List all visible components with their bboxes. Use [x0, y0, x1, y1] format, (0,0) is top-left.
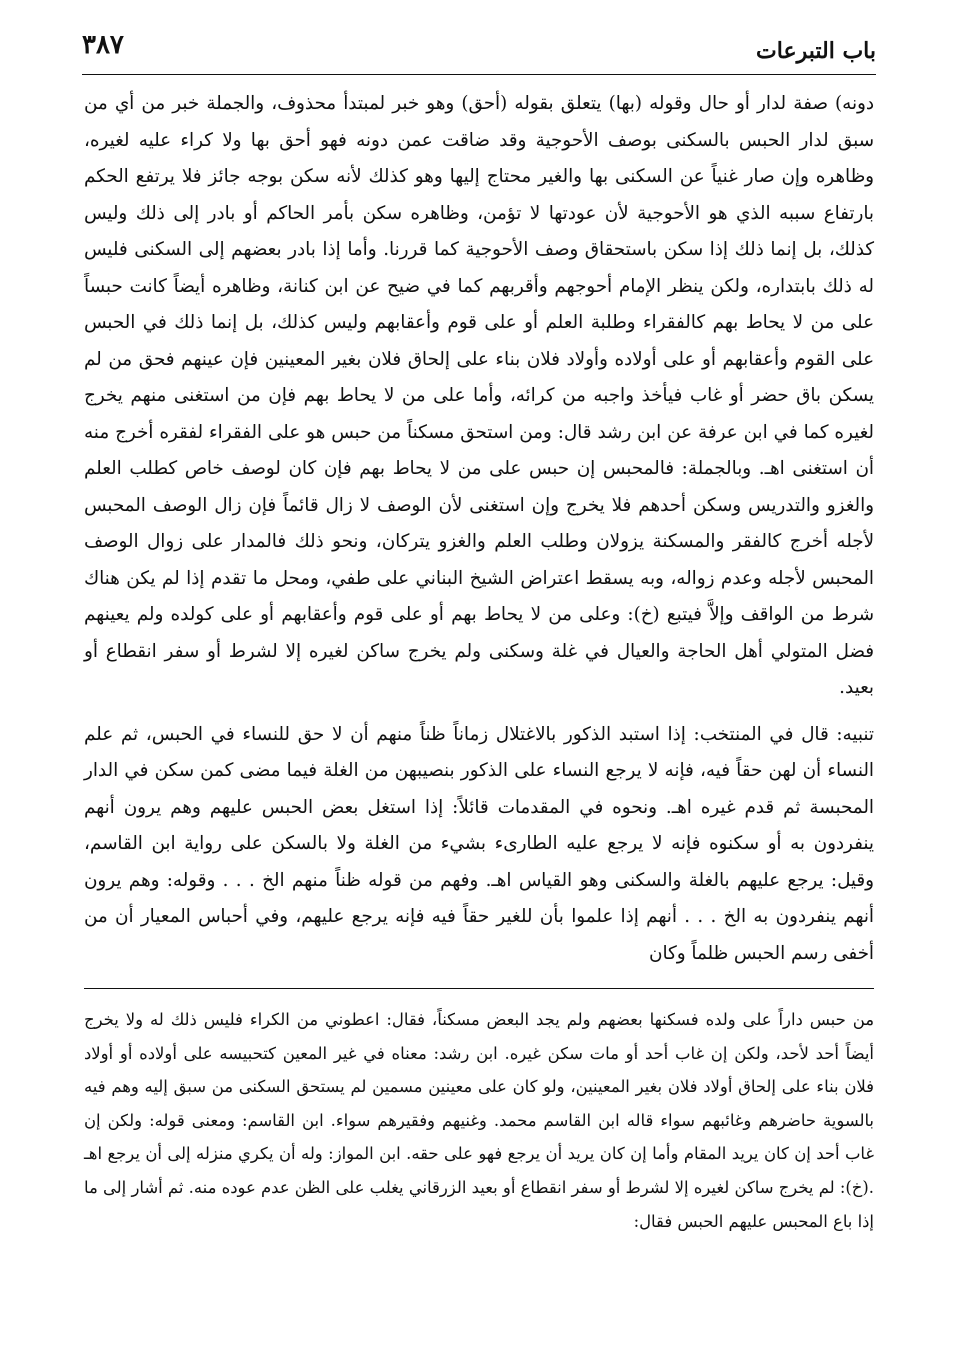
footnote-text: من حبس داراً على ولده فسكنها بعضهم ولم يجد البعض مسكناً، فقال: اعطوني من الكراء فليس ذلك له ولا يخرج أيضاً أحد لأحد، ولكن إن غاب أحد أو مات سكن غيره. ابن رشد: معناه في غير المعين كتحبيسه على أولاده أو أولاد فلان بناء على إلحاق أولاد فلان بغير المعينين، ولو كان على معينين مسمين لم يستحق السكنى من سبق إليه وهم فيه بالسوية حاضرهم وغائبهم سواء قاله ابن القاسم محمد. وغنيهم وفقيرهم سواء. ابن القاسم: ومعنى قوله: ولكن إن غاب أحد إن كان يريد المقام وأما إن كان يريد أن يرجع فهو على حقه. ابن المواز: وله أن يكري منزله إلى أن يرجع اهـ .(خ): لم يخرج ساكن لغيره إلا لشرط أو سفر انقطاع أو بعيد الزرقاني يغلب على الظن عدم عوده منه. ثم أشار إلى ما إذا باع المحبس عليهم الحبس فقال: [84, 1010, 874, 1231]
footnotes [84, 1003, 874, 1238]
body-paragraph-1: دونه) صفة لدار أو حال وقوله (بها) يتعلق بقوله (أحق) وهو خبر لمبتدأ محذوف، والجملة خبر من أي من سبق لدار الحبس بالسكنى بوصف الأحوجية وقد ضاقت عمن دونه فهو أحق بها ولا كراء عليه لغيره، وظاهره وإن صار غنياً عن السكنى بها والغير محتاج إليها وهو كذلك لأنه سكن بوجه جائز فلا يرتفع الحكم بارتفاع سببه الذي هو الأحوجية لأن عودتها لا تؤمن، وظاهره سكن بأمر الحاكم أو بادر إلى ذلك وليس كذلك، بل إنما ذلك إذا سكن باستحقاق وصف الأحوجية كما قررنا. وأما إذا بادر بعضهم إلى السكنى فليس له ذلك بابتداره، ولكن ينظر الإمام أحوجهم وأقربهم كما في ضيح عن ابن كنانة، وظاهره أيضاً كانت حبساً على من لا يحاط بهم كالفقراء وطلبة العلم أو على قوم وأعقابهم وليس كذلك، بل إنما ذلك في الحبس على القوم وأعقابهم أو على أولاده وأولاد فلان بناء على إلحاق فلان بغير المعينين فإن عينهم فحق من لم يسكن باق حضر أو غاب فيأخذ واجبه من كرائه، وأما على من لا يحاط بهم فإن من استغنى منهم يخرج لغيره كما في ابن عرفة عن ابن رشد قال: ومن استحق مسكناً من حبس هو على الفقراء لفقره أخرج منه أن استغنى اهـ. وبالجملة: فالمحبس إن حبس على من لا يحاط بهم فإن كان لوصف خاص كطلب العلم والغزو والتدريس وسكن أحدهم فلا يخرج وإن استغنى لأن الوصف لا زال قائماً فإن زال الوصف المحبس لأجله أخرج كالفقر والمسكنة يزولان وطلب العلم والغزو يتركان، ونحو ذلك فالمدار على زوال الوصف المحبس لأجله وعدم زواله، وبه يسقط اعتراض الشيخ البناني على طفي، ومحل ما تقدم إذا لم يكن هناك شرط من الواقف وإلاَّ فيتبع (خ): وعلى من لا يحاط بهم أو على قوم وأعقابهم أو على كولده ولم يعينهم فضل المتولي أهل الحاجة والعيال في غلة وسكنى ولم يخرج ساكن لغيره إلا لشرط أو سفر انقطاع أو بعيد. [84, 93, 874, 698]
page-number: ٣٨٧ [82, 30, 124, 60]
footnote-divider [84, 988, 874, 989]
body-paragraph-2: تنبيه: قال في المنتخب: إذا استبد الذكور بالاغتلال زماناً ظناً منهم أن لا حق للنساء في الحبس، ثم علم النساء أن لهن حقاً فيه، فإنه لا يرجع النساء على الذكور بنصيبهن من الغلة فيما مضى كمن سكن في الدار المحبسة ثم قدم غيره اهـ. ونحوه في المقدمات قائلاً: إذا استغل بعض الحبس عليهم وهم يرون أنهم ينفردون به أو سكنوه فإنه لا يرجع عليه الطارىء بشيء من الغلة ولا بالسكن على رواية ابن القاسم، وقيل: يرجع عليهم بالغلة والسكنى وهو القياس اهـ. وفهم من قوله ظناً منهم الخ . . . وقوله: وهم يرون أنهم ينفردون به الخ . . . أنهم إذا علموا بأن للغير حقاً فيه فإنه يرجع عليهم، وفي أحباس المعيار أن من أخفى رسم الحبس ظلماً وكان [84, 723, 874, 964]
running-title: باب التبرعات [756, 38, 876, 64]
page-header [82, 24, 876, 75]
main-text [84, 86, 874, 972]
